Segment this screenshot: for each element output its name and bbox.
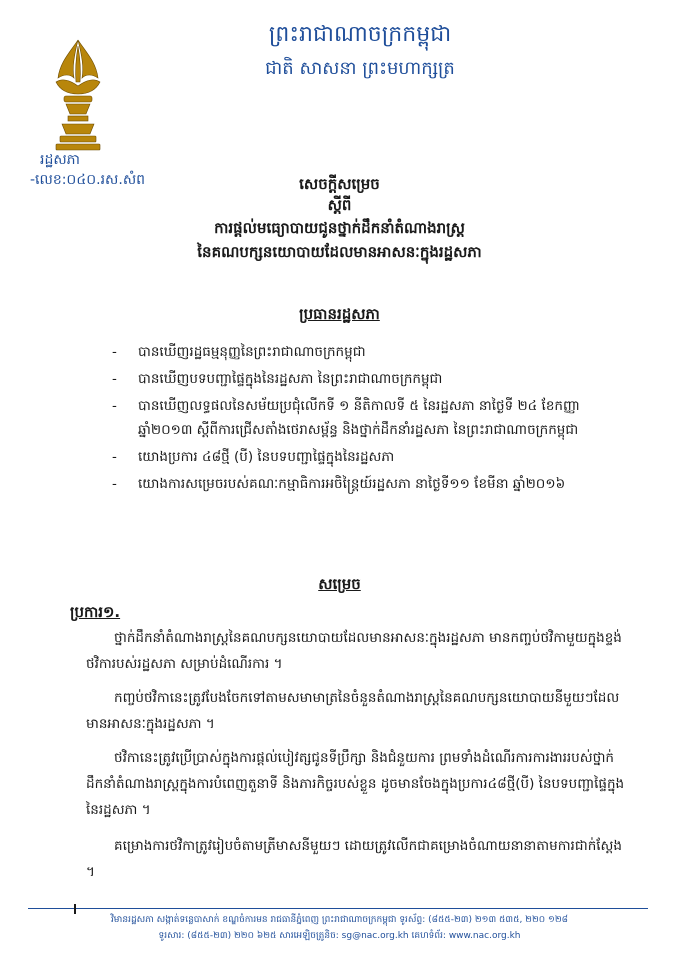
national-assembly-emblem-icon xyxy=(50,38,106,154)
consideration-text: យោងប្រការ ៤៨ថ្មី (បី) នៃបទបញ្ជាផ្ទៃក្នុងនៃរដ្ឋសភា xyxy=(138,449,395,465)
decision-heading: សម្រេច xyxy=(318,575,361,593)
document-about-label: ស្តីពី xyxy=(327,196,352,214)
consideration-text: យោងការសម្រេចរបស់គណៈកម្មាធិការអចិន្ត្រៃយ៍រដ្ឋសភា នាថ្ងៃទី១១ ខែមីនា ឆ្នាំ២០១៦ xyxy=(138,476,566,492)
reference-number: -លេខ:០៤០.រស.សំព xyxy=(30,172,146,188)
bullet-dash: - xyxy=(112,371,117,387)
list-item xyxy=(112,367,632,391)
organization-name: រដ្ឋសភា xyxy=(40,152,80,168)
bullet-dash: - xyxy=(112,344,117,360)
footer-address: វិមានរដ្ឋសភា សង្កាត់ទន្លេបាសាក់ ខណ្ឌចំការមន រាជធានីភ្នំពេញ ព្រះរាជាណាចក្រកម្ពុជា ទូរស័ព្ទ: (៨៥៥-២៣) ២១៣ ៥៣៥, ២២០ ១២៨ xyxy=(110,915,569,925)
article-paragraph: គម្រោងការថវិកាត្រូវរៀបចំតាមត្រីមាសនីមួយៗ ដោយត្រូវលើកជាគម្រោងចំណាយនានាតាមការជាក់ស្តែង ។ xyxy=(86,838,622,880)
page-mark xyxy=(74,904,76,914)
article-1-heading: ប្រការ១. xyxy=(70,603,121,621)
article-paragraph: ថ្នាក់ដឹកនាំតំណាងរាស្ត្រនៃគណបក្សនយោបាយដែលមានអាសនៈក្នុងរដ្ឋសភា មានកញ្ចប់ថវិកាមួយក្នុងខ្ទង់ថវិការបស់រដ្ឋសភា សម្រាប់ដំណើរការ ។ xyxy=(86,630,622,672)
subject-line-1: ការផ្តល់មធ្យោបាយជូនថ្នាក់ដឹកនាំតំណាងរាស្ត្រ xyxy=(214,219,465,237)
list-item xyxy=(112,394,632,442)
list-item xyxy=(112,472,632,496)
list-item xyxy=(112,340,632,364)
national-motto: ជាតិ សាសនា ព្រះមហាក្សត្រ xyxy=(265,58,455,79)
article-paragraph: ថវិកានេះត្រូវប្រើប្រាស់ក្នុងការផ្តល់បៀវត្សជូនទីប្រឹក្សា និងជំនួយការ ព្រមទាំងដំណើរការការងាររបស់ថ្នាក់ដឹកនាំតំណាងរាស្ត្រក្នុងការបំពេញតួនាទី និងភារកិច្ចរបស់ខ្លួន ដូចមានចែងក្នុងប្រការ៤៨ថ្មី(បី) នៃបទបញ្ជាផ្ទៃក្នុងនៃរដ្ឋសភា ។ xyxy=(86,750,625,818)
bullet-dash: - xyxy=(112,398,117,414)
footer-contact: ទូរសារ: (៨៥៥-២៣) ២២០ ៦២៥ សារអេឡិចត្រូនិច: sg@nac.org.kh គេហទំព័រ: www.nac.org.kh xyxy=(158,931,521,941)
considerations-list xyxy=(112,340,632,499)
issuer-heading: ប្រធានរដ្ឋសភា xyxy=(299,305,380,323)
footer-divider xyxy=(28,908,648,909)
consideration-text: បានឃើញលទ្ធផលនៃសម័យប្រជុំលើកទី ១ នីតិកាលទី ៥ នៃរដ្ឋសភា នាថ្ងៃទី ២៤ ខែកញ្ញា ឆ្នាំ២០១៣ ស្តីពីការជ្រើសតាំងថេរាសម្ព័ន្ធ និងថ្នាក់ដឹកនាំរដ្ឋសភា នៃព្រះរាជាណាចក្រកម្ពុជា xyxy=(138,398,580,438)
kingdom-title: ព្រះរាជាណាចក្រកម្ពុជា xyxy=(268,22,452,47)
consideration-text: បានឃើញបទបញ្ជាផ្ទៃក្នុងនៃរដ្ឋសភា នៃព្រះរាជាណាចក្រកម្ពុជា xyxy=(138,371,443,387)
document-subject xyxy=(0,216,679,264)
article-paragraph: កញ្ចប់ថវិកានេះត្រូវបែងចែកទៅតាមសមាមាត្រនៃចំនួនតំណាងរាស្ត្រនៃគណបក្សនយោបាយនីមួយៗដែលមានអាសនៈក្នុងរដ្ឋសភា ។ xyxy=(86,690,620,732)
bullet-dash: - xyxy=(112,449,117,465)
subject-line-2: នៃគណបក្សនយោបាយដែលមានអាសនៈក្នុងរដ្ឋសភា xyxy=(197,243,482,261)
bullet-dash: - xyxy=(112,476,117,492)
document-type: សេចក្តីសម្រេច xyxy=(299,175,380,193)
list-item xyxy=(112,445,632,469)
consideration-text: បានឃើញរដ្ឋធម្មនុញ្ញនៃព្រះរាជាណាចក្រកម្ពុជា xyxy=(138,344,366,360)
